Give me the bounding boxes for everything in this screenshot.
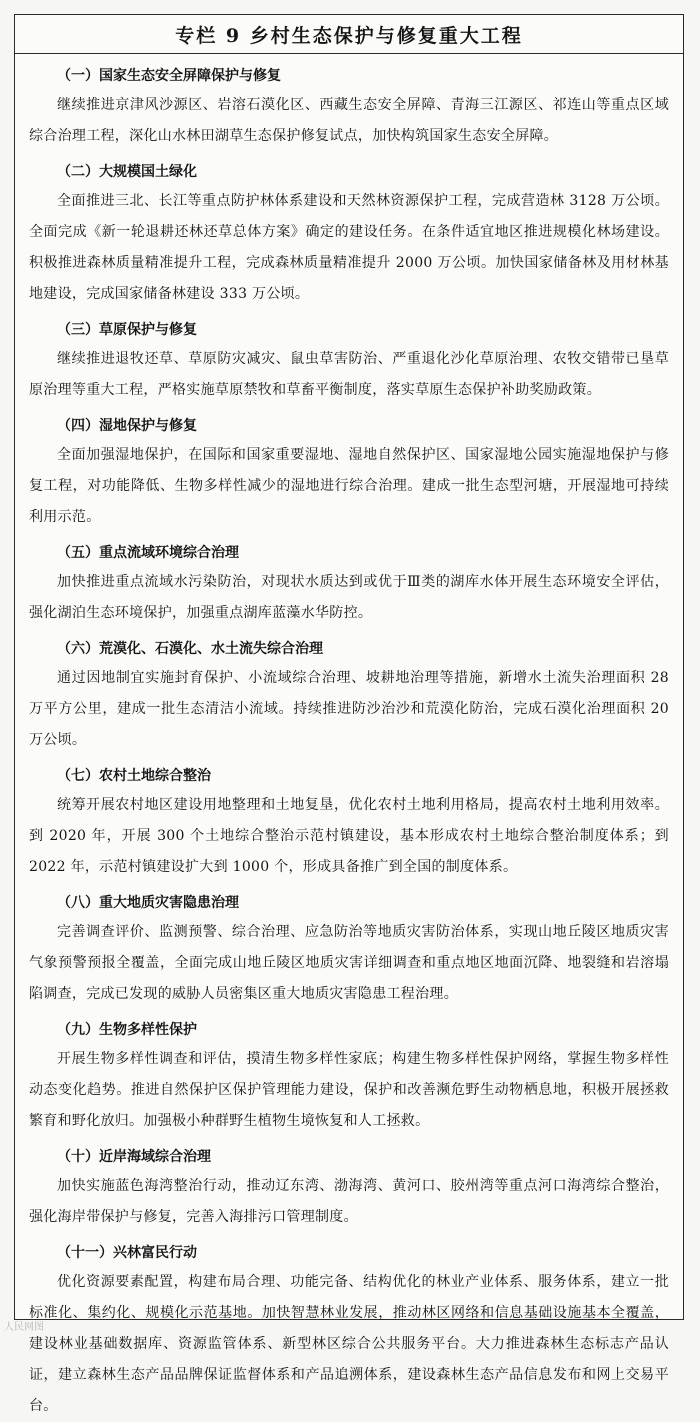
section-9: [29, 1016, 669, 1137]
section-heading: （九）生物多样性保护: [57, 1022, 197, 1038]
section-heading: （八）重大地质灾害隐患治理: [57, 895, 239, 911]
section-heading: （十一）兴林富民行动: [57, 1245, 197, 1261]
section-heading: （四）湿地保护与修复: [57, 418, 197, 434]
section-heading: （二）大规模国土绿化: [57, 164, 197, 180]
section-body: 加快推进重点流域水污染防治，对现状水质达到或优于Ⅲ类的湖库水体开展生态环境安全评估，强化湖泊生态环境保护，加强重点湖库蓝藻水华防控。: [29, 574, 669, 621]
section-body: 通过因地制宜实施封育保护、小流域综合治理、坡耕地治理等措施，新增水土流失治理面积 28 万平方公里，建成一批生态清洁小流域。持续推进防沙治沙和荒漠化防治，完成石漠化治理面积 20 万公顷。: [29, 670, 669, 748]
section-heading: （五）重点流域环境综合治理: [57, 545, 239, 561]
section-5: [29, 539, 669, 629]
section-body: 继续推进退牧还草、草原防灾减灾、鼠虫草害防治、严重退化沙化草原治理、农牧交错带已垦草原治理等重大工程，严格实施草原禁牧和草畜平衡制度，落实草原生态保护补助奖励政策。: [29, 351, 669, 398]
section-3: [29, 316, 669, 406]
section-heading: （七）农村土地综合整治: [57, 768, 211, 784]
section-body: 加快实施蓝色海湾整治行动，推动辽东湾、渤海湾、黄河口、胶州湾等重点河口海湾综合整治，强化海岸带保护与修复，完善入海排污口管理制度。: [29, 1178, 669, 1225]
section-heading: （十）近岸海域综合治理: [57, 1149, 211, 1165]
section-body: 继续推进京津风沙源区、岩溶石漠化区、西藏生态安全屏障、青海三江源区、祁连山等重点区域综合治理工程，深化山水林田湖草生态保护修复试点，加快构筑国家生态安全屏障。: [29, 97, 669, 144]
section-heading: （六）荒漠化、石漠化、水土流失综合治理: [57, 641, 323, 657]
section-1: [29, 62, 669, 152]
column-title: 专栏 9 乡村生态保护与修复重大工程: [15, 15, 683, 54]
section-7: [29, 762, 669, 883]
section-body: 统筹开展农村地区建设用地整理和土地复垦，优化农村土地利用格局，提高农村土地利用效率。到 2020 年，开展 300 个土地综合整治示范村镇建设，基本形成农村土地综合整治制度体系；到 2022 年，示范村镇建设扩大到 1000 个，形成具备推广到全国的制度体系。: [29, 797, 669, 875]
section-heading: （三）草原保护与修复: [57, 322, 197, 338]
section-6: [29, 635, 669, 756]
section-2: [29, 158, 669, 310]
section-heading: （一）国家生态安全屏障保护与修复: [57, 68, 281, 84]
section-8: [29, 889, 669, 1010]
section-4: [29, 412, 669, 533]
section-body: 全面推进三北、长江等重点防护林体系建设和天然林资源保护工程，完成营造林 3128 万公顷。全面完成《新一轮退耕还林还草总体方案》确定的建设任务。在条件适宜地区推进规模化林场建设。积极推进森林质量精准提升工程，完成森林质量精准提升 2000 万公顷。加快国家储备林及用材林基地建设，完成国家储备林建设 333 万公顷。: [29, 193, 669, 302]
section-body: 完善调查评价、监测预警、综合治理、应急防治等地质灾害防治体系，实现山地丘陵区地质灾害气象预警预报全覆盖，全面完成山地丘陵区地质灾害详细调查和重点地区地面沉降、地裂缝和岩溶塌陷调查，完成已发现的威胁人员密集区重大地质灾害隐患工程治理。: [29, 924, 669, 1002]
watermark: 人民网图: [4, 1322, 44, 1333]
section-body: 优化资源要素配置，构建布局合理、功能完备、结构优化的林业产业体系、服务体系，建立一批标准化、集约化、规模化示范基地。加快智慧林业发展，推动林区网络和信息基础设施基本全覆盖，建设林业基础数据库、资源监管体系、新型林区综合公共服务平台。大力推进森林生态标志产品认证，建立森林生态产品品牌保证监督体系和产品追溯体系，建设森林生态产品信息发布和网上交易平台。: [29, 1274, 669, 1414]
section-10: [29, 1143, 669, 1233]
sections-container: [15, 54, 683, 1422]
section-11: [29, 1239, 669, 1422]
section-body: 开展生物多样性调查和评估，摸清生物多样性家底；构建生物多样性保护网络，掌握生物多样性动态变化趋势。推进自然保护区保护管理能力建设，保护和改善濒危野生动物栖息地，积极开展拯救繁育和野化放归。加强极小种群野生植物生境恢复和人工拯救。: [29, 1051, 669, 1129]
section-body: 全面加强湿地保护，在国际和国家重要湿地、湿地自然保护区、国家湿地公园实施湿地保护与修复工程，对功能降低、生物多样性减少的湿地进行综合治理。建成一批生态型河塘，开展湿地可持续利用示范。: [29, 447, 669, 525]
